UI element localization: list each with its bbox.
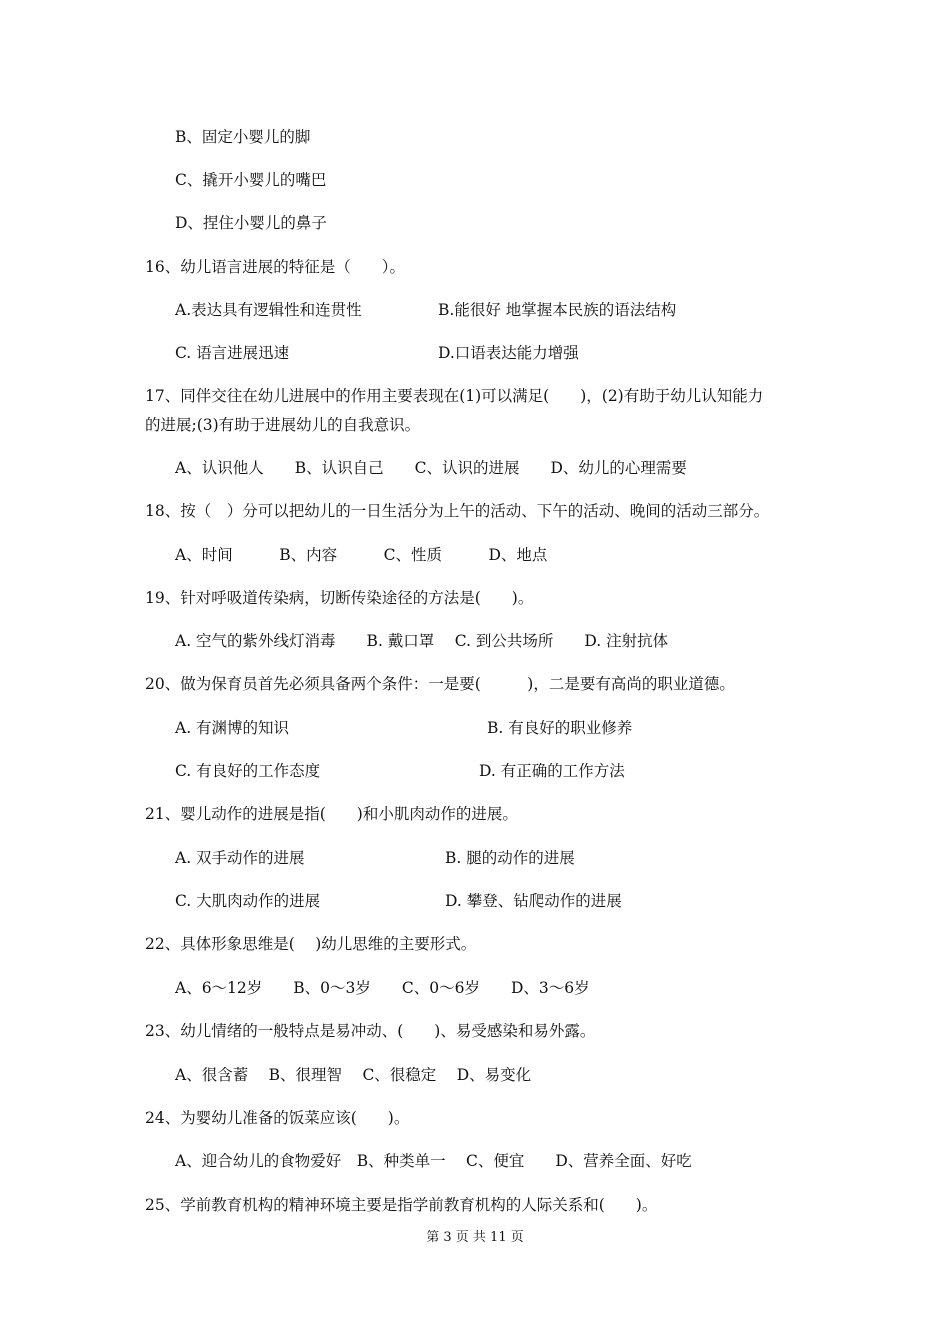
question-24-options: A、迎合幼儿的食物爱好 B、种类单一 C、便宜 D、营养全面、好吃 [175, 1152, 692, 1170]
question-23-options: A、很含蓄 B、很理智 C、很稳定 D、易变化 [175, 1066, 532, 1084]
q20-option-c: C. 有良好的工作态度 [175, 762, 321, 780]
page-footer: 第 3 页 共 11 页 [426, 1230, 524, 1245]
q20-option-d: D. 有正确的工作方法 [479, 762, 625, 780]
q16-option-d: D.口语表达能力增强 [438, 344, 579, 362]
question-18-options: A、时间 B、内容 C、性质 D、地点 [175, 546, 548, 564]
question-18: 18、按（ ）分可以把幼儿的一日生活分为上午的活动、下午的活动、晚间的活动三部分。 [145, 502, 770, 520]
question-17-line1: 17、同伴交往在幼儿进展中的作用主要表现在(1)可以满足( )，(2)有助于幼儿认知能力 [145, 387, 764, 405]
q21-option-c: C. 大肌肉动作的进展 [175, 892, 321, 910]
option-b: B、固定小婴儿的脚 [175, 128, 311, 146]
q16-option-b: B.能很好 地掌握本民族的语法结构 [438, 301, 677, 319]
question-16: 16、幼儿语言进展的特征是（ ）。 [145, 258, 405, 276]
question-22: 22、具体形象思维是( )幼儿思维的主要形式。 [145, 935, 477, 953]
q21-option-a: A. 双手动作的进展 [175, 849, 305, 867]
question-20: 20、做为保育员首先必须具备两个条件：一是要( )，二是要有高尚的职业道德。 [145, 675, 735, 693]
question-21: 21、婴儿动作的进展是指( )和小肌肉动作的进展。 [145, 805, 518, 823]
question-17-line2: 的进展;(3)有助于进展幼儿的自我意识。 [145, 416, 421, 434]
q16-option-c: C. 语言进展迅速 [175, 344, 290, 362]
question-22-options: A、6～12岁 B、0～3岁 C、0～6岁 D、3～6岁 [175, 979, 590, 997]
q20-option-b: B. 有良好的职业修养 [487, 719, 633, 737]
question-17-options: A、认识他人 B、认识自己 C、认识的进展 D、幼儿的心理需要 [175, 459, 687, 477]
q20-option-a: A. 有渊博的知识 [175, 719, 290, 737]
q21-option-b: B. 腿的动作的进展 [445, 849, 575, 867]
question-24: 24、为婴幼儿准备的饭菜应该( )。 [145, 1109, 410, 1127]
question-19-options: A. 空气的紫外线灯消毒 B. 戴口罩 C. 到公共场所 D. 注射抗体 [175, 632, 669, 650]
option-d: D、捏住小婴儿的鼻子 [175, 214, 327, 232]
question-19: 19、针对呼吸道传染病，切断传染途径的方法是( )。 [145, 589, 534, 607]
question-25: 25、学前教育机构的精神环境主要是指学前教育机构的人际关系和( )。 [145, 1196, 658, 1214]
option-c: C、撬开小婴儿的嘴巴 [175, 171, 327, 189]
q16-option-a: A.表达具有逻辑性和连贯性 [175, 301, 362, 319]
q21-option-d: D. 攀登、钻爬动作的进展 [445, 892, 622, 910]
question-23: 23、幼儿情绪的一般特点是易冲动、( )、易受感染和易外露。 [145, 1022, 596, 1040]
